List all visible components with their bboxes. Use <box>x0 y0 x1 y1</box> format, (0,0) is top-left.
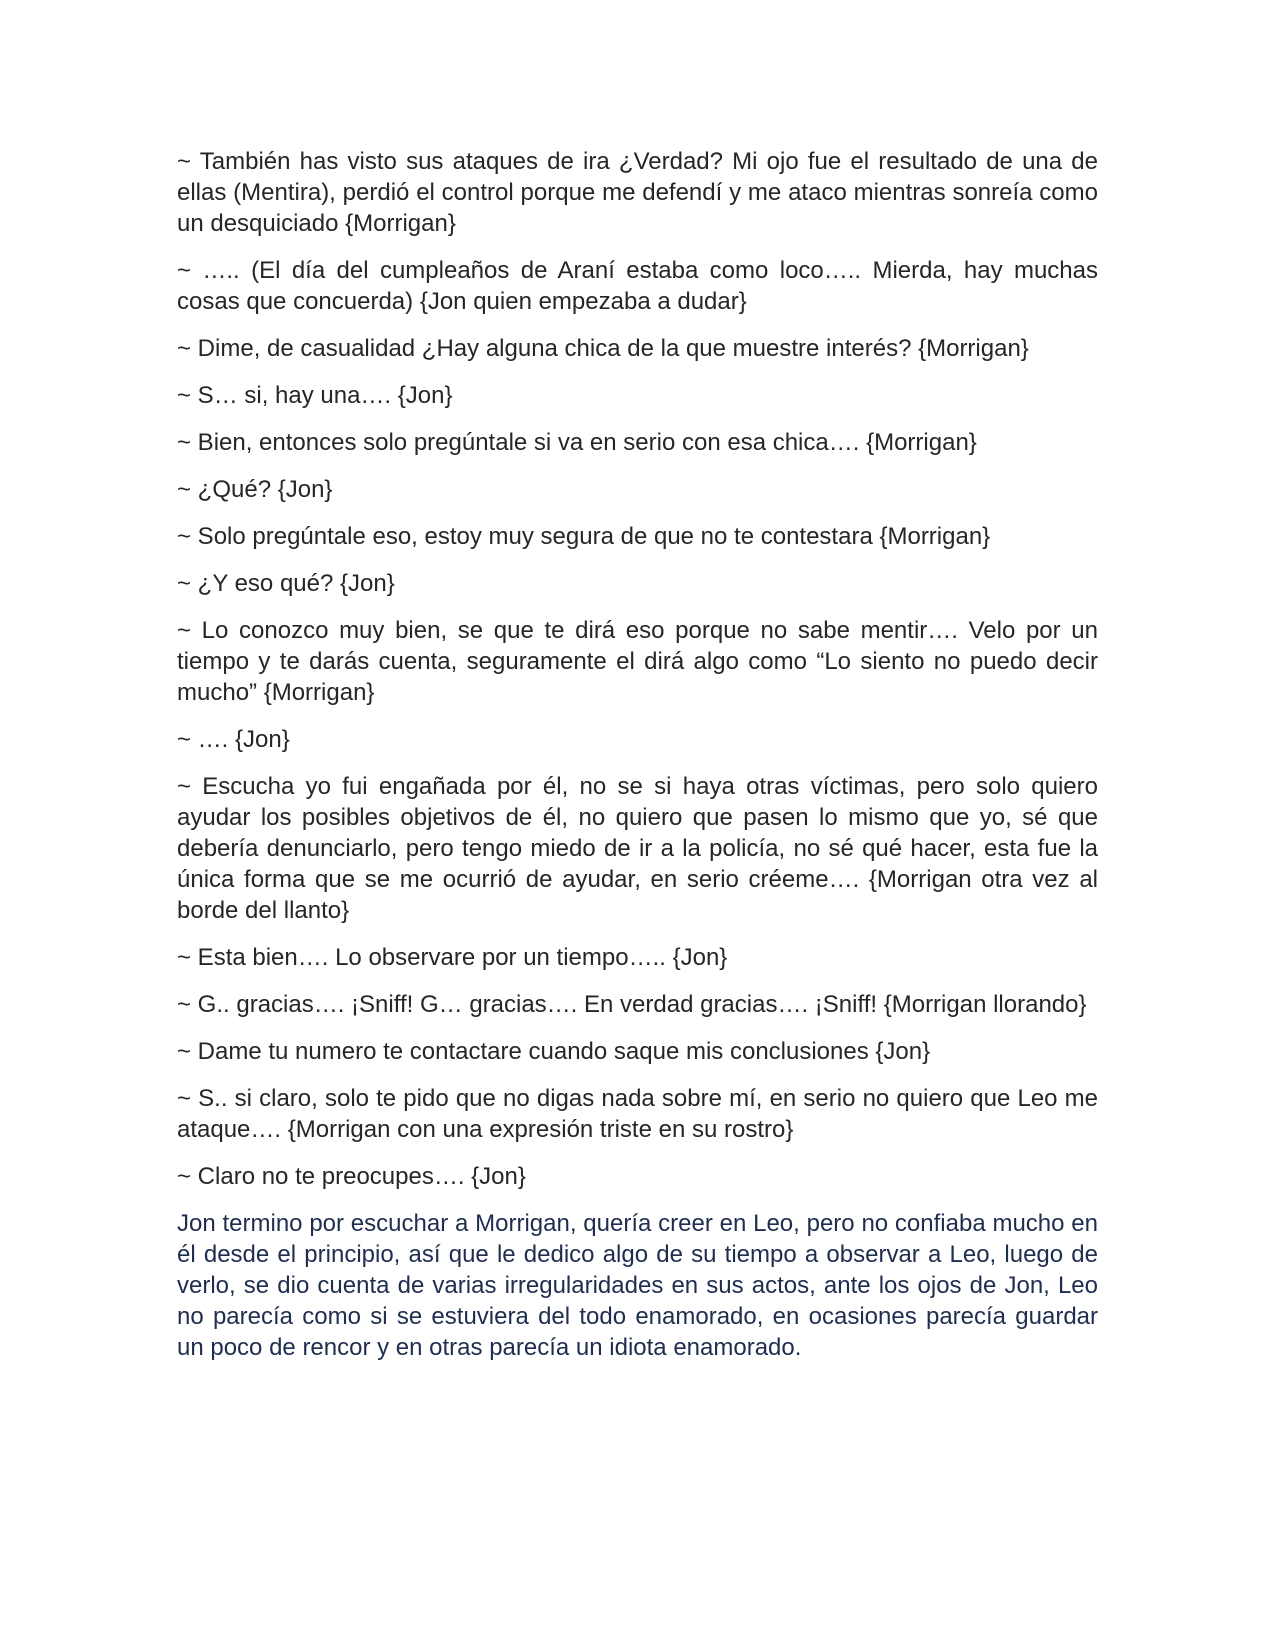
dialogue-line: ~ También has visto sus ataques de ira ¿Verdad? Mi ojo fue el resultado de una de ellas (Mentira), perdió el control porque me defendí y me ataco mientras sonreía como un desquiciado {Morrigan} <box>177 148 1098 237</box>
dialogue-line: ~ Lo conozco muy bien, se que te dirá eso porque no sabe mentir…. Velo por un tiempo y te darás cuenta, seguramente el dirá algo como “Lo siento no puedo decir mucho” {Morrigan} <box>177 617 1098 706</box>
dialogue-line: ~ S.. si claro, solo te pido que no digas nada sobre mí, en serio no quiero que Leo me ataque…. {Morrigan con una expresión triste en su rostro} <box>177 1085 1098 1143</box>
dialogue-line: ~ Bien, entonces solo pregúntale si va en serio con esa chica…. {Morrigan} <box>177 429 977 456</box>
dialogue-line: ~ Claro no te preocupes…. {Jon} <box>177 1163 526 1190</box>
dialogue-line: ~ Dime, de casualidad ¿Hay alguna chica de la que muestre interés? {Morrigan} <box>177 335 1029 362</box>
dialogue-line: ~ …. {Jon} <box>177 726 290 753</box>
document-page <box>177 146 1098 1379</box>
dialogue-line: ~ Esta bien…. Lo observare por un tiempo….. {Jon} <box>177 944 728 971</box>
narration-paragraph: Jon termino por escuchar a Morrigan, quería creer en Leo, pero no confiaba mucho en él desde el principio, así que le dedico algo de su tiempo a observar a Leo, luego de verlo, se dio cuenta de varias irregularidades en sus actos, ante los ojos de Jon, Leo no parecía como si se estuviera del todo enamorado, en ocasiones parecía guardar un poco de rencor y en otras parecía un idiota enamorado. <box>177 1210 1098 1361</box>
dialogue-line: ~ G.. gracias…. ¡Sniff! G… gracias…. En verdad gracias…. ¡Sniff! {Morrigan llorando} <box>177 991 1087 1018</box>
dialogue-line: ~ S… si, hay una…. {Jon} <box>177 382 453 409</box>
dialogue-line: ~ Dame tu numero te contactare cuando saque mis conclusiones {Jon} <box>177 1038 931 1065</box>
dialogue-line: ~ Escucha yo fui engañada por él, no se si haya otras víctimas, pero solo quiero ayudar los posibles objetivos de él, no quiero que pasen lo mismo que yo, sé que debería denunciarlo, pero tengo miedo de ir a la policía, no sé qué hacer, esta fue la única forma que se me ocurrió de ayudar, en serio créeme…. {Morrigan otra vez al borde del llanto} <box>177 773 1098 924</box>
dialogue-line: ~ ¿Y eso qué? {Jon} <box>177 570 395 597</box>
dialogue-line: ~ Solo pregúntale eso, estoy muy segura de que no te contestara {Morrigan} <box>177 523 991 550</box>
dialogue-line: ~ ….. (El día del cumpleaños de Araní estaba como loco….. Mierda, hay muchas cosas que concuerda) {Jon quien empezaba a dudar} <box>177 257 1098 315</box>
dialogue-line: ~ ¿Qué? {Jon} <box>177 476 333 503</box>
